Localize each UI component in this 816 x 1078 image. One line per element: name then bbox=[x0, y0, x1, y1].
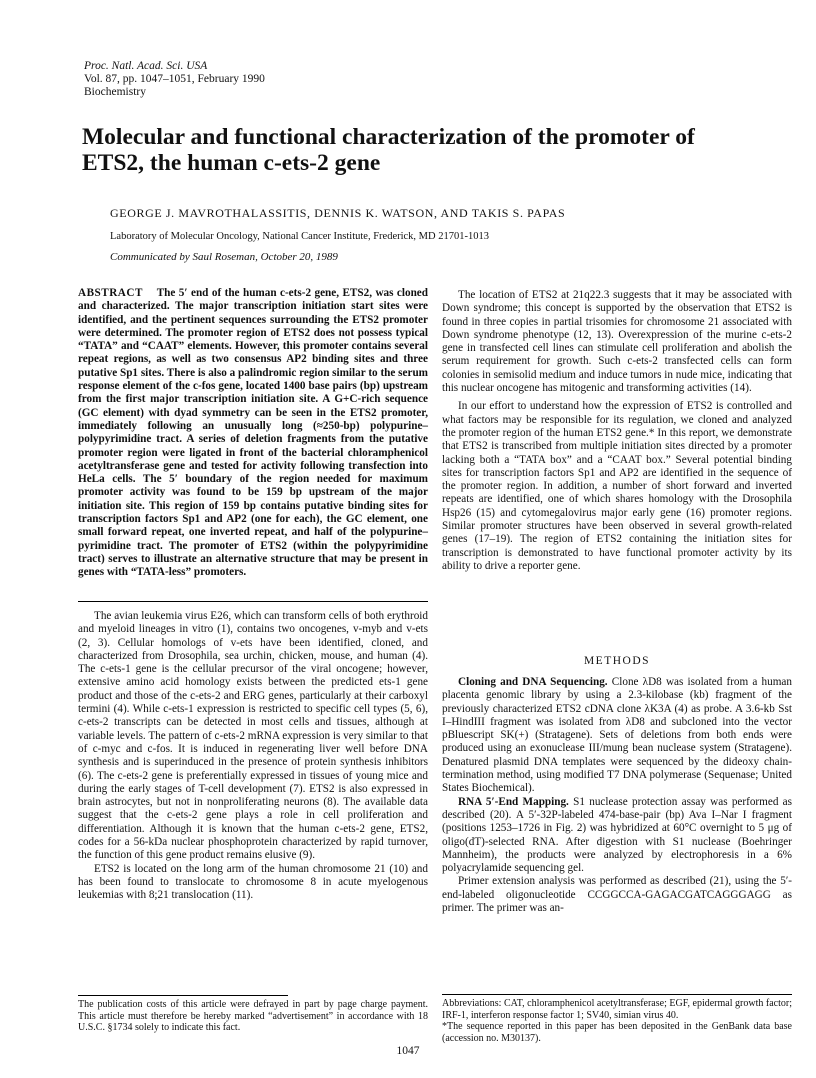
communicated-by: Communicated by Saul Roseman, October 20, 1989 bbox=[110, 251, 338, 263]
page-number: 1047 bbox=[396, 1045, 420, 1057]
introduction bbox=[78, 610, 428, 903]
footnote-divider-left bbox=[78, 995, 288, 996]
abstract-divider bbox=[78, 601, 428, 602]
footnotes-right bbox=[442, 998, 792, 1044]
publication-cost-note: The publication costs of this article were defrayed in part by page charge payment. This article must therefore be hereby marked “advertisement” in accordance with 18 U.S.C. §1734 solely to indicate this fact. bbox=[78, 999, 428, 1033]
journal-volume: Vol. 87, pp. 1047–1051, February 1990 bbox=[84, 73, 265, 85]
intro-paragraph-2: ETS2 is located on the long arm of the human chromosome 21 (10) and has been found to translocate to chromosome 8 in acute myelogenous leukemias with 8;21 translocation (11). bbox=[78, 862, 428, 902]
right-paragraph-2: In our effort to understand how the expression of ETS2 is controlled and what factors may be responsible for its regulation, we cloned and analyzed the promoter region of the human ETS2 gene.* In this report, we demonstrate that ETS2 is transcribed from multiple initiation sites directed by a promoter lacking both a “TATA box” and a “CAAT box.” Several potential binding sites for transcription factors Sp1 and AP2 are identified in the sequence of the promoter region. In addition, a number of short forward and inverted repeats are identified, one of which shares homology with the Drosophila Hsp26 (15) and cytomegalovirus major early gene (16) promoter regions. Similar promoter structures have been observed in several growth-related genes (17–19). The region of ETS2 containing the initiation sites for transcription is demonstrated to have functional promoter activity by its ability to drive a reporter gene. bbox=[442, 400, 792, 572]
methods-section bbox=[442, 676, 792, 915]
methods-subheading-cloning: Cloning and DNA Sequencing. bbox=[458, 676, 608, 688]
right-paragraph-1: The location of ETS2 at 21q22.3 suggests that it may be associated with Down syndrome; this concept is supported by the observation that ETS2 is found in three copies in partial trisomies for chromosome 21 associated with Down syndrome phenotype (12, 13). Overexpression of the murine c-ets-2 gene in transfected cell lines can stimulate cell proliferation and abolish the serum requirement for growth. Such c-ets-2 transfected cells can form colonies in semisolid medium and induce tumors in nude mice, indicating that this nuclear oncogene has mitogenic and transforming activities (14). bbox=[442, 289, 792, 395]
intro-paragraph-1: The avian leukemia virus E26, which can transform cells of both erythroid and myeloid lineages in vitro (1), contains two oncogenes, v-myb and v-ets (2, 3). Cellular homologs of v-ets have been identified, cloned, and characterized from Drosophila, sea urchin, chicken, mouse, and human (4). The c-ets-1 gene is the cellular precursor of the viral oncogene; however, extensive amino acid homology exists between the predicted ets-1 gene product and those of the c-ets-2 and ERG genes, particularly at their carboxyl termini (4). While c-ets-1 expression is restricted to specific cell types (5, 6), c-ets-2 transcripts can be detected in most cells and tissues, although at variable levels. The pattern of c-ets-2 mRNA expression is very similar to that of c-myc and c-fos. It is induced in regenerating liver well before DNA synthesis and is superinduced in the presence of protein synthesis inhibitors (6). The c-ets-2 gene is preferentially expressed in tissues of young mice and during the early stages of T-cell development (7). ETS2 is also expressed in brain astrocytes, but not in nonproliferating neurons (8). The available data suggest that the c-ets-2 gene plays a role in cell proliferation and differentiation. Although it is known that the human c-ets-2 gene, ETS2, codes for a 56-kDa nuclear phosphoprotein characterized by rapid turnover, the function of this gene product remains elusive (9). bbox=[78, 610, 428, 862]
methods-paragraph-2: S1 nuclease protection assay was performed as described (20). A 5′-32P-labeled 474-base-pair (bp) Ava I–Nar I fragment (positions 1253–1726 in Fig. 2) was hybridized at 60°C overnight to 5 μg of oligo(dT)-selected RNA. After digestion with S1 nuclease (Boehringer Mannheim), the products were analyzed by electrophoresis in a 6% polyacrylamide sequencing gel. bbox=[442, 795, 793, 875]
methods-heading: METHODS bbox=[583, 655, 651, 667]
genbank-note: *The sequence reported in this paper has been deposited in the GenBank data base (accession no. M30137). bbox=[442, 1021, 792, 1044]
methods-subheading-mapping: RNA 5′-End Mapping. bbox=[458, 795, 569, 808]
right-column-intro bbox=[442, 289, 792, 573]
footnote-divider-right bbox=[442, 994, 792, 995]
journal-section: Biochemistry bbox=[84, 86, 146, 98]
author-list: GEORGE J. MAVROTHALASSITIS, DENNIS K. WATSON, AND TAKIS S. PAPAS bbox=[110, 206, 566, 220]
abbreviations-note: Abbreviations: CAT, chloramphenicol acetyltransferase; EGF, epidermal growth factor; IRF-1, interferon response factor 1; SV40, simian virus 40. bbox=[442, 998, 792, 1021]
journal-name: Proc. Natl. Acad. Sci. USA bbox=[84, 60, 208, 72]
abstract-text: The 5′ end of the human c-ets-2 gene, ETS2, was cloned and characterized. The major transcription initiation start sites were identified, and the pertinent sequences surrounding the ETS2 promoter were determined. The promoter region of ETS2 does not possess typical “TATA” and “CAAT” elements. However, this promoter contains several repeat regions, as well as two consensus AP2 binding sites and three putative Sp1 sites. There is also a palindromic region similar to the serum response element of the c-fos gene, located 1400 base pairs (bp) upstream from the first major transcription initiation site. A G+C-rich sequence (GC element) with dyad symmetry can be seen in the ETS2 promoter, immediately following an unusually long (≈250-bp) polypurine–polypyrimidine tract. A series of deletion fragments from the putative promoter region were ligated in front of the bacterial chloramphenicol acetyltransferase gene and tested for activity following transfection into HeLa cells. The 5′ boundary of the region needed for maximum promoter activity was found to be 159 bp upstream of the major initiation site. This region of 159 bp contains putative binding sites for transcription factors Sp1 and AP2 (one for each), the GC element, one small forward repeat, one inverted repeat, and half of the polypurine–pyrimidine tract. The promoter of ETS2 (within the polypyrimidine tract) serves to illustrate an alternative structure that may be present in genes with “TATA-less” promoters. bbox=[78, 287, 428, 579]
methods-paragraph-1: Clone λD8 was isolated from a human placenta genomic library by using a 2.3-kilobase (kb) fragment of the previously characterized ETS2 cDNA clone λK3A (4) as probe. A 3.6-kb Sst I–HindIII fragment was isolated from λD8 and subcloned into the vector pBluescript SK(+) (Stratagene). Sets of deletions from both ends were produced using an exonuclease III/mung bean nuclease system (Stratagene). Denatured plasmid DNA templates were sequenced by the dideoxy chain-termination method, using modified T7 DNA polymerase (Sequenase; United States Biochemical). bbox=[442, 676, 792, 795]
article-title: Molecular and functional characterization of the promoter of ETS2, the human c-ets-2 gene bbox=[82, 124, 695, 176]
journal-header bbox=[84, 60, 265, 99]
affiliation: Laboratory of Molecular Oncology, National Cancer Institute, Frederick, MD 21701-1013 bbox=[110, 231, 489, 242]
abstract bbox=[78, 287, 428, 580]
methods-paragraph-3: Primer extension analysis was performed as described (21), using the 5′-end-labeled oligonucleotide CCGGCCA-GAGACGATCAGGGAGG as primer. The primer was an- bbox=[442, 875, 792, 915]
abstract-heading: ABSTRACT bbox=[78, 287, 143, 299]
